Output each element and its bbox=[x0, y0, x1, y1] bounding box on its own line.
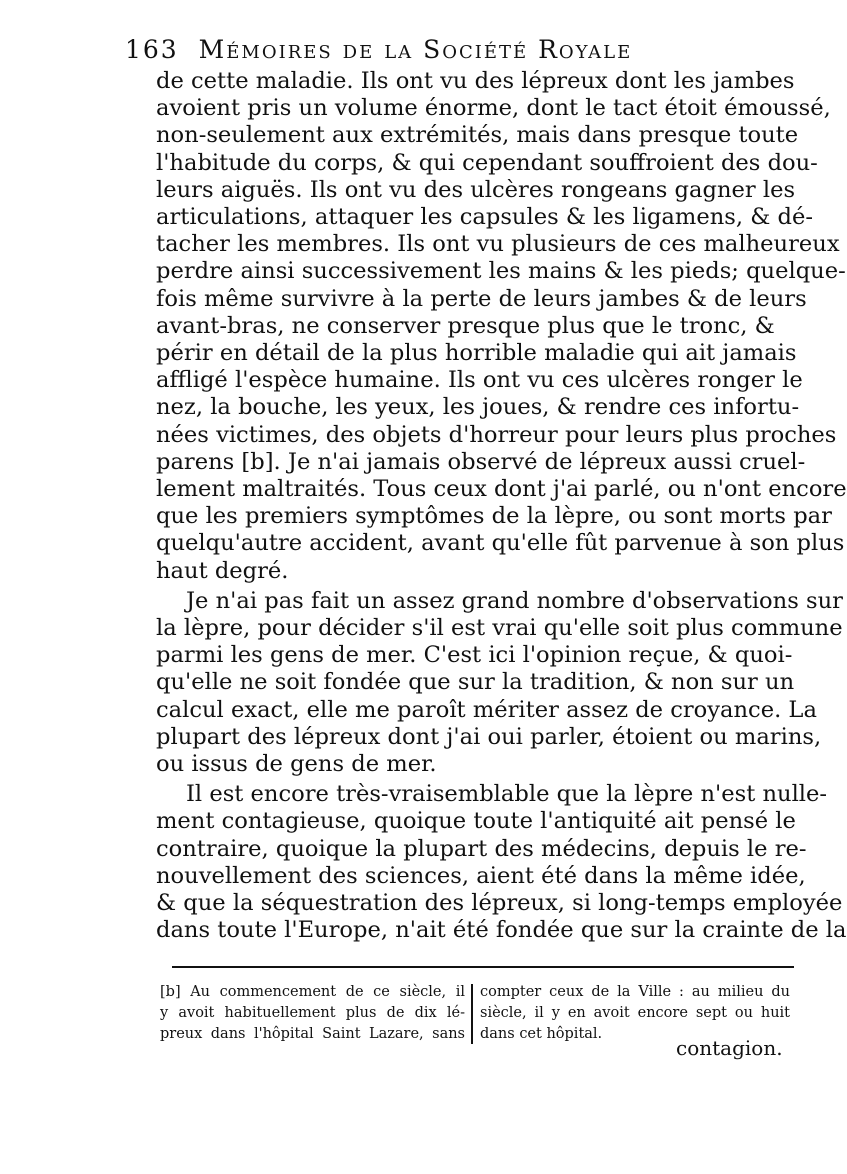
text-line: perdre ainsi successivement les mains & les pieds; quelque- bbox=[156, 258, 846, 285]
text-line: qu'elle ne soit fondée que sur la tradition, & non sur un bbox=[156, 669, 795, 696]
footnote-line: dans cet hôpital. bbox=[480, 1026, 603, 1042]
text-line: haut degré. bbox=[156, 557, 289, 584]
text-line: Je n'ai pas fait un assez grand nombre d'observations sur bbox=[186, 587, 843, 614]
text-line: avoient pris un volume énorme, dont le tact étoit émoussé, bbox=[156, 95, 831, 122]
text-line: parmi les gens de mer. C'est ici l'opinion reçue, & quoi- bbox=[156, 642, 793, 669]
text-line: articulations, attaquer les capsules & les ligamens, & dé- bbox=[156, 204, 813, 231]
text-line: nées victimes, des objets d'horreur pour leurs plus proches bbox=[156, 421, 837, 448]
text-line: nouvellement des sciences, aient été dans la même idée, bbox=[156, 862, 806, 889]
catchword: contagion. bbox=[676, 1036, 783, 1060]
text-line: non-seulement aux extrémités, mais dans presque toute bbox=[156, 122, 799, 149]
text-line: de cette maladie. Ils ont vu des lépreux dont les jambes bbox=[156, 68, 795, 94]
text-line: lement maltraités. Tous ceux dont j'ai parlé, ou n'ont encore bbox=[156, 476, 847, 503]
running-header bbox=[125, 35, 765, 64]
text-line: leurs aiguës. Ils ont vu des ulcères rongeans gagner les bbox=[156, 176, 796, 203]
text-line: contraire, quoique la plupart des médecins, depuis le re- bbox=[156, 835, 807, 862]
text-line: Il est encore très-vraisemblable que la lèpre n'est nulle- bbox=[186, 781, 828, 808]
page-number: 163 bbox=[125, 35, 179, 64]
text-line: la lèpre, pour décider s'il est vrai qu'elle soit plus commune bbox=[156, 615, 843, 642]
footnote-left-column bbox=[160, 982, 465, 1045]
main-text bbox=[156, 68, 847, 945]
footnote-line: preux dans l'hôpital Saint Lazare, sans bbox=[160, 1026, 465, 1042]
text-line: quelqu'autre accident, avant qu'elle fût parvenue à son plus bbox=[156, 530, 845, 557]
text-line: nez, la bouche, les yeux, les joues, & rendre ces infortu- bbox=[156, 394, 800, 421]
text-line: dans toute l'Europe, n'ait été fondée que sur la crainte de la bbox=[156, 917, 847, 944]
text-line: périr en détail de la plus horrible maladie qui ait jamais bbox=[156, 340, 797, 367]
text-line: & que la séquestration des lépreux, si long-temps employée bbox=[156, 890, 843, 917]
text-line: ment contagieuse, quoique toute l'antiquité ait pensé le bbox=[156, 808, 796, 835]
text-line: fois même survivre à la perte de leurs jambes & de leurs bbox=[156, 285, 807, 312]
footnote-line: compter ceux de la Ville : au milieu du bbox=[480, 984, 790, 1000]
footnote-line: y avoit habituellement plus de dix lé- bbox=[160, 1005, 465, 1021]
text-line: calcul exact, elle me paroît mériter assez de croyance. La bbox=[156, 696, 817, 723]
footnote-line: siècle, il y en avoit encore sept ou huit bbox=[480, 1005, 790, 1021]
text-line: ou issus de gens de mer. bbox=[156, 751, 437, 778]
text-line: tacher les membres. Ils ont vu plusieurs de ces malheureux bbox=[156, 231, 840, 258]
footnote-separator-rule bbox=[172, 966, 794, 968]
text-line: que les premiers symptômes de la lèpre, ou sont morts par bbox=[156, 503, 832, 530]
running-title: Mémoires de la Société Royale bbox=[198, 35, 633, 64]
text-line: avant-bras, ne conserver presque plus que le tronc, & bbox=[156, 312, 775, 339]
text-line: plupart des lépreux dont j'ai oui parler, étoient ou marins, bbox=[156, 723, 822, 750]
footnote-column-divider bbox=[471, 984, 473, 1044]
text-line: l'habitude du corps, & qui cependant souffroient des dou- bbox=[156, 149, 818, 176]
footnote-line: [b] Au commencement de ce siècle, il bbox=[160, 984, 465, 1000]
text-line: parens [b]. Je n'ai jamais observé de lépreux aussi cruel- bbox=[156, 448, 806, 475]
text-line: affligé l'espèce humaine. Ils ont vu ces ulcères ronger le bbox=[156, 367, 803, 394]
